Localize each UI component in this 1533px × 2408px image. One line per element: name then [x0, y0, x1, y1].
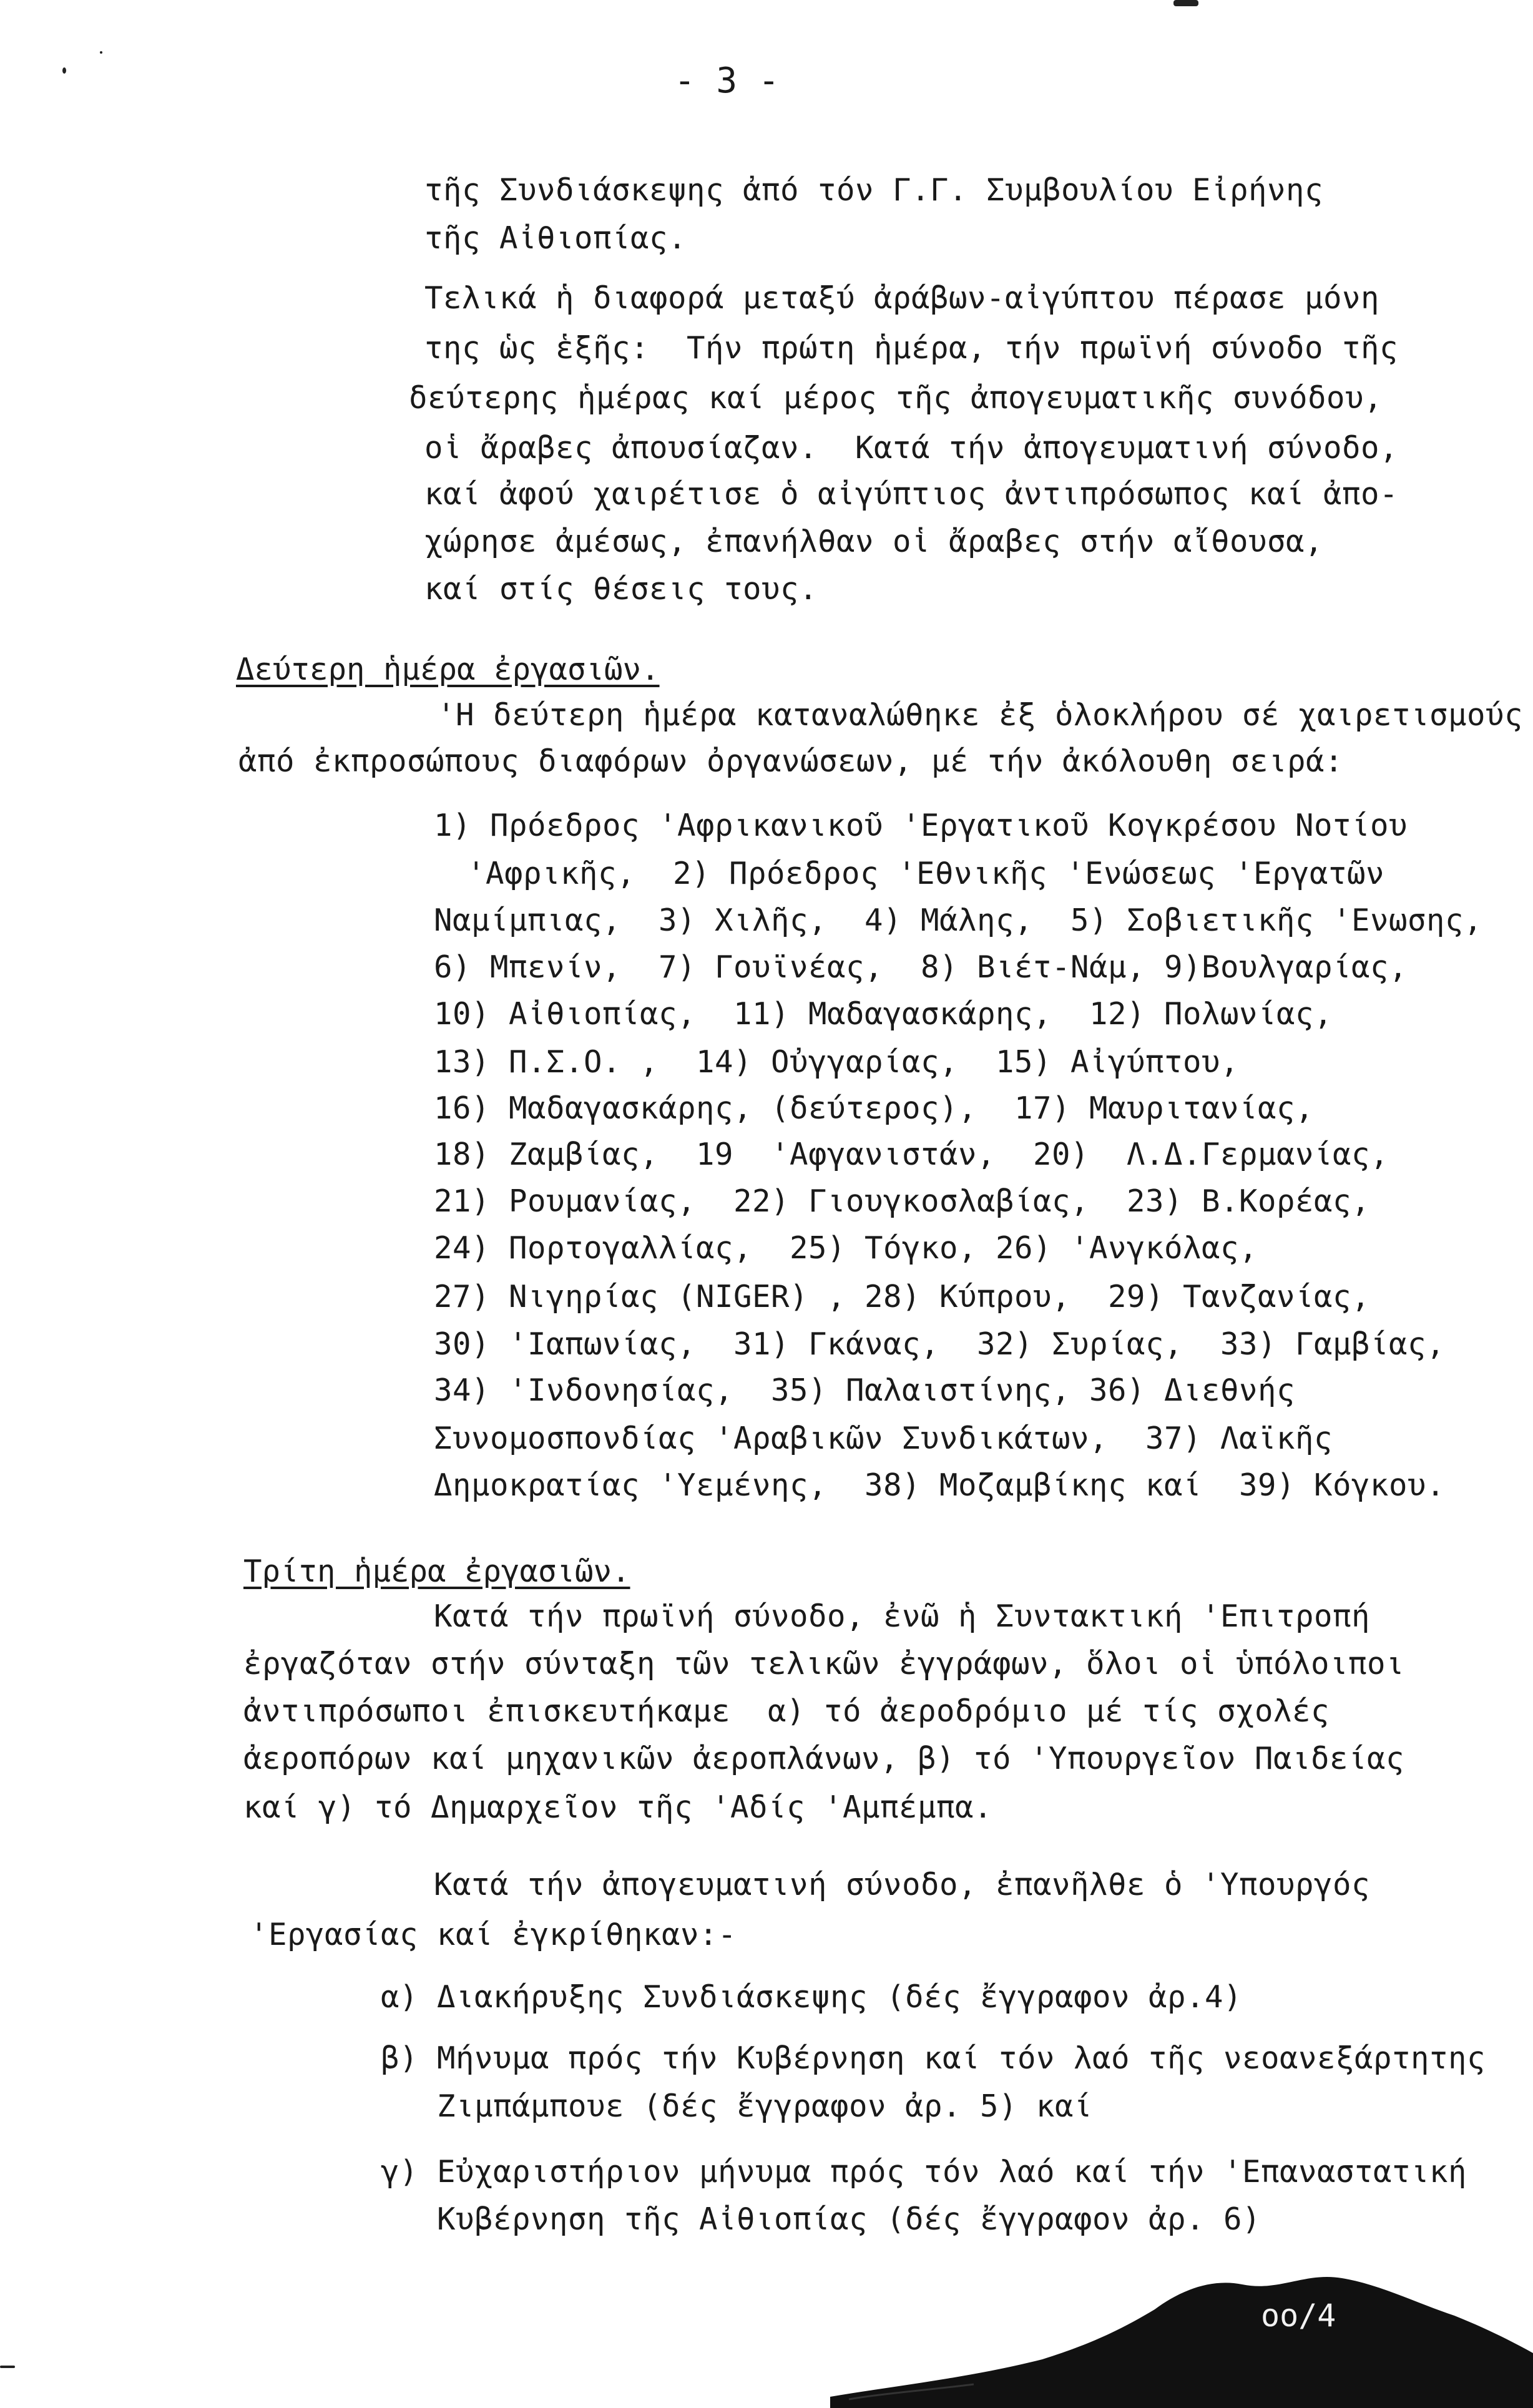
para1-line-2: τῆς Αἰθιοπίας. — [424, 220, 687, 256]
speakers-list-line-1: 1) Πρόεδρος 'Αφρικανικοῦ 'Εργατικοῦ Κογκρέσου Νοτίου — [434, 808, 1408, 843]
para5-line-2: 'Εργασίας καί ἐγκρίθηκαν:- — [250, 1917, 737, 1952]
scan-speck — [62, 67, 66, 74]
para4-line-3: ἀντιπρόσωποι ἐπισκευτήκαμε α) τό ἀεροδρόμιο μέ τίς σχολές — [243, 1693, 1330, 1729]
para2-line-2: της ὡς ἑξῆς: Τήν πρώτη ἡμέρα, τήν πρωϊνή σύνοδο τῆς — [424, 330, 1399, 366]
speakers-list-line-6: 13) Π.Σ.Ο. , 14) Οὐγγαρίας, 15) Αἰγύπτου, — [434, 1044, 1240, 1080]
speakers-list-line-9: 21) Ρουμανίας, 22) Γιουγκοσλαβίας, 23) Β.Κορέας, — [434, 1183, 1371, 1219]
approved-item-b-line-2: Ζιμπάμπουε (δές ἔγγραφον ἀρ. 5) καί — [381, 2088, 1093, 2124]
para3-line-2: ἀπό ἐκπροσώπους διαφόρων ὀργανώσεων, μέ τήν ἀκόλουθη σειρά: — [238, 743, 1344, 779]
speakers-list-line-8: 18) Ζαμβίας, 19 'Αφγανιστάν, 20) Λ.Δ.Γερμανίας, — [434, 1137, 1389, 1172]
page-number: - 3 - — [674, 61, 780, 101]
para4-line-1: Κατά τήν πρωϊνή σύνοδο, ἐνῶ ἡ Συντακτική 'Επιτροπή — [434, 1598, 1371, 1634]
speakers-list-line-7: 16) Μαδαγασκάρης, (δεύτερος), 17) Μαυριτανίας, — [434, 1090, 1315, 1126]
para4-line-2: ἐργαζόταν στήν σύνταξη τῶν τελικῶν ἐγγράφων, ὅλοι οἱ ὑπόλοιποι — [243, 1646, 1405, 1681]
para2-line-3: δεύτερης ἡμέρας καί μέρος τῆς ἀπογευματικῆς συνόδου, — [409, 380, 1383, 416]
para4-line-4: ἀεροπόρων καί μηχανικῶν ἀεροπλάνων, β) τό 'Υπουργεῖον Παιδείας — [243, 1741, 1405, 1776]
approved-item-c-line-2: Κυβέρνηση τῆς Αἰθιοπίας (δές ἔγγραφον ἀρ. 6) — [381, 2201, 1261, 2237]
para1-line-1: τῆς Συνδιάσκεψης ἀπό τόν Γ.Γ. Συμβουλίου Εἰρήνης — [424, 172, 1324, 208]
para2-line-1: Τελικά ἡ διαφορά μεταξύ ἀράβων-αἰγύπτου πέρασε μόνη — [424, 280, 1380, 316]
para4-line-5: καί γ) τό Δημαρχεῖον τῆς 'Αδίς 'Αμπέμπα. — [243, 1789, 993, 1825]
para5-line-1: Κατά τήν ἀπογευματινή σύνοδο, ἐπανῆλθε ὁ 'Υπουργός — [434, 1867, 1371, 1902]
approved-item-b-line-1: β) Μήνυμα πρός τήν Κυβέρνηση καί τόν λαό τῆς νεοανεξάρτητης — [381, 2040, 1486, 2076]
folio-mark: oo/4 — [1261, 2298, 1336, 2334]
heading-third-day: Τρίτη ἡμέρα ἐργασιῶν. — [243, 1554, 630, 1589]
speakers-list-line-15: Δημοκρατίας 'Υεμένης, 38) Μοζαμβίκης καί 39) Κόγκου. — [434, 1467, 1446, 1503]
speakers-list-line-4: 6) Μπενίν, 7) Γουϊνέας, 8) Βιέτ-Νάμ, 9)Βουλγαρίας, — [434, 949, 1408, 985]
heading-second-day: Δεύτερη ἡμέρα ἐργασιῶν. — [236, 652, 660, 687]
para3-line-1: 'Η δεύτερη ἡμέρα καταναλώθηκε ἐξ ὁλοκλήρου σέ χαιρετισμούς — [437, 697, 1524, 733]
approved-item-a: α) Διακήρυξης Συνδιάσκεψης (δές ἔγγραφον ἀρ.4) — [381, 1979, 1243, 2015]
speakers-list-line-10: 24) Πορτογαλλίας, 25) Τόγκο, 26) 'Ανγκόλας, — [434, 1230, 1258, 1266]
approved-item-c-line-1: γ) Εὐχαριστήριον μήνυμα πρός τόν λαό καί τήν 'Επαναστατική — [381, 2154, 1467, 2190]
para2-line-4: οἱ ἄραβες ἀπουσίαζαν. Κατά τήν ἀπογευματινή σύνοδο, — [424, 430, 1399, 466]
speakers-list-line-5: 10) Αἰθιοπίας, 11) Μαδαγασκάρης, 12) Πολωνίας, — [434, 996, 1333, 1032]
scan-speck — [1173, 0, 1198, 6]
scan-speck — [100, 51, 102, 54]
speakers-list-line-2: 'Αφρικῆς, 2) Πρόεδρος 'Εθνικῆς 'Ενώσεως 'Εργατῶν — [448, 856, 1385, 891]
speakers-list-line-14: Συνομοσπονδίας 'Αραβικῶν Συνδικάτων, 37) Λαϊκῆς — [434, 1421, 1333, 1456]
para2-line-6: χώρησε ἀμέσως, ἐπανήλθαν οἱ ἄραβες στήν αἴθουσα, — [424, 524, 1324, 559]
speakers-list-line-13: 34) 'Ινδονησίας, 35) Παλαιστίνης, 36) Διεθνής — [434, 1373, 1296, 1408]
speakers-list-line-12: 30) 'Ιαπωνίας, 31) Γκάνας, 32) Συρίας, 33) Γαμβίας, — [434, 1326, 1446, 1362]
speakers-list-line-3: Ναμίμπιας, 3) Χιλῆς, 4) Μάλης, 5) Σοβιετικῆς 'Ενωσης, — [434, 903, 1483, 938]
speakers-list-line-11: 27) Νιγηρίας (NIGER) , 28) Κύπρου, 29) Τανζανίας, — [434, 1279, 1371, 1314]
scan-speck — [0, 2366, 15, 2368]
torn-corner-shadow — [830, 2259, 1533, 2408]
para2-line-7: καί στίς θέσεις τους. — [424, 571, 818, 607]
para2-line-5: καί ἀφού χαιρέτισε ὁ αἰγύπτιος ἀντιπρόσωπος καί ἀπο- — [424, 476, 1399, 512]
